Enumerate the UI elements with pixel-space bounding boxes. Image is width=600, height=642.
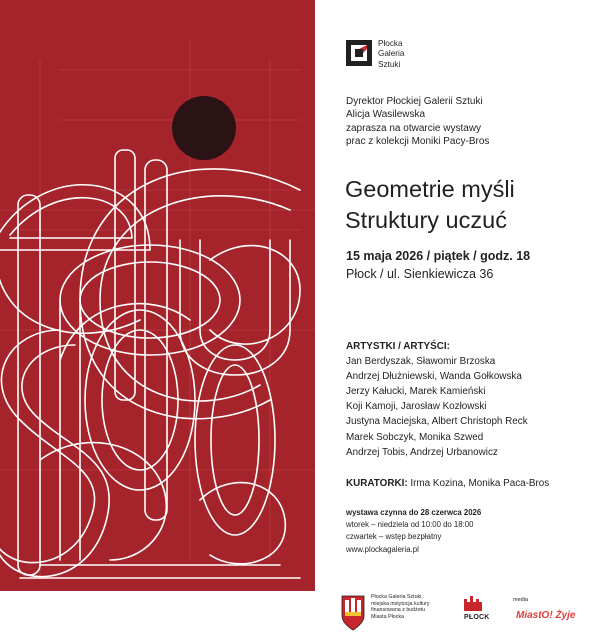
artist-row: Koji Kamoji, Jarosław Kozłowski: [346, 401, 487, 413]
artist-row: Jerzy Kałucki, Marek Kamieński: [346, 386, 486, 398]
event-place: Płock / ul. Sienkiewicza 36: [346, 267, 494, 281]
plock-label: PŁOCK: [464, 614, 490, 621]
website-link[interactable]: www.plockagaleria.pl: [346, 544, 419, 554]
artists-heading: ARTYSTKI / ARTYŚCI:: [346, 341, 450, 352]
exhibition-until: wystawa czynna do 28 czerwca 2026: [346, 508, 482, 517]
media-partner-logo: MiastO! Żyje: [516, 610, 576, 621]
gallery-name: Płocka Galeria Sztuki: [378, 39, 405, 69]
free-entry: czwartek – wstęp bezpłatny: [346, 532, 442, 542]
curators-names: Irma Kozina, Monika Paca-Bros: [410, 478, 550, 489]
artist-row: Andrzej Dłużniewski, Wanda Gołkowska: [346, 371, 522, 383]
media-label: media: [513, 597, 528, 603]
artists-list: [346, 339, 528, 460]
artist-row: Jan Berdyszak, Sławomir Brzoska: [346, 356, 496, 368]
event-details: [346, 247, 530, 283]
city-crest-icon: [340, 592, 366, 632]
invitation-text: Dyrektor Płockiej Galerii Sztuki Alicja Wasilewska zaprasza na otwarcie wystawy prac z kolekcji Moniki Pacy-Bros: [346, 96, 490, 148]
footer: [0, 591, 600, 642]
organizer-info: Płocka Galeria Sztuki, miejska instytucja kultury finansowana z budżetu Miasta Płocka: [371, 594, 430, 620]
black-circle: [172, 96, 236, 160]
artist-row: Justyna Maciejska, Albert Christoph Reck: [346, 416, 528, 428]
opening-hours: [346, 507, 481, 556]
exhibition-title: Geometrie myśli Struktury uczuć: [345, 176, 515, 233]
plock-city-logo-icon: [462, 593, 486, 613]
event-date: 15 maja 2026 / piątek / godz. 18: [346, 249, 531, 263]
abstract-letter-artwork: [0, 0, 315, 591]
artwork-panel: [0, 0, 315, 591]
artist-row: Andrzej Tobis, Andrzej Urbanowicz: [346, 446, 498, 458]
artist-row: Marek Sobczyk, Monika Szwed: [346, 431, 484, 443]
curators: [346, 478, 549, 489]
gallery-logo-icon: [346, 40, 372, 66]
opening-days: wtorek – niedziela od 10:00 do 18:00: [346, 520, 474, 530]
curators-label: KURATORKI:: [346, 478, 408, 489]
